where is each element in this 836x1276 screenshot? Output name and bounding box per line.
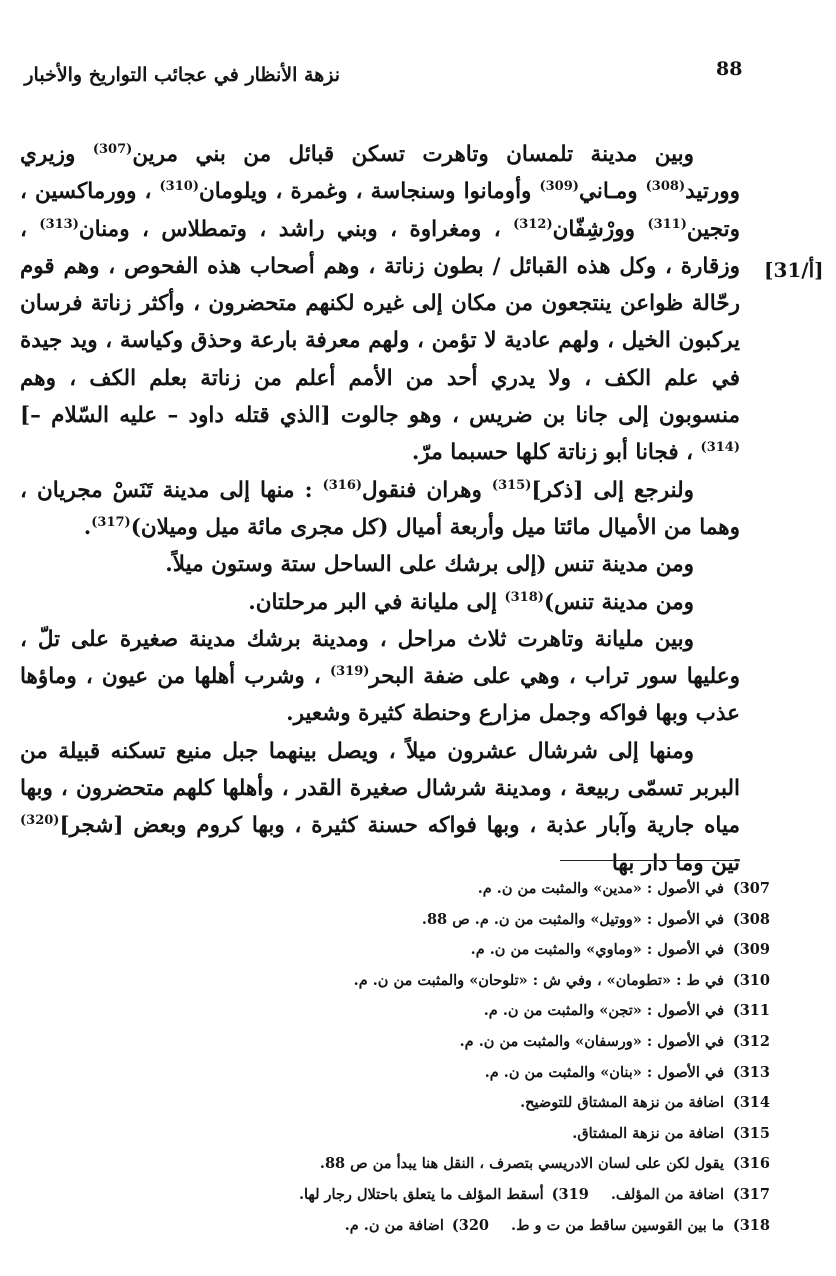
footnote-number: 308) bbox=[732, 910, 770, 928]
footnote-number: 312) bbox=[732, 1032, 770, 1050]
footnote bbox=[200, 1211, 770, 1242]
text-run: وبين مليانة وتاهرت ثلاث مراحل ، ومدينة برشك مدينة صغيرة على تلّ ، وعليها سور تراب ، وهي على ضفة البحر bbox=[20, 626, 740, 690]
footnote-text: يقول لكن على لسان الادريسي بتصرف ، النقل هنا يبدأ من ص 88. bbox=[319, 1155, 724, 1173]
text-run: ، وزقارة ، وكل هذه القبائل / بطون زناتة ، وهم أصحاب هذه الفحوص ، وهم قوم رحّالة ظواعن ينتجعون من مكان إلى غيره لكنهم متحضرون ، وأكثر زناتة فرسان يركبون الخيل ، ولهم عادية لا تؤمن ، ولهم معرفة بارعة وحذق وكياسة ، ويد جيدة في علم الكف ، ولا يدري أحد من الأمم أعلم من زناتة بعلم الكف ، وهم منسوبون إلى جانا بن ضريس ، وهو جالوت [الذي قتله داود – عليه السّلام –] bbox=[20, 216, 740, 429]
text-run: ، فجانا أبو زناتة كلها حسبما مرّ. bbox=[411, 440, 701, 466]
footnote bbox=[200, 1088, 770, 1119]
footnote bbox=[200, 996, 770, 1027]
footnote-text: في الأصول : «مدين» والمثبت من ن. م. bbox=[477, 880, 724, 897]
footnote-ref: (311) bbox=[647, 216, 687, 232]
page-header bbox=[0, 58, 836, 98]
footnote-text: في الأصول : «بنان» والمثبت من ن. م. bbox=[484, 1063, 724, 1081]
text-run: ، ومغراوة ، وبني راشد ، وتمطلاس ، ومنان bbox=[78, 216, 514, 242]
footnote-ref: (307) bbox=[92, 141, 133, 157]
text-run: ، وورماكسين ، وتجين bbox=[20, 179, 740, 242]
footnote bbox=[200, 1058, 770, 1089]
footnote bbox=[200, 1119, 770, 1150]
footnote-text: اضافة من نزهة المشتاق. bbox=[572, 1124, 724, 1142]
footnote bbox=[200, 874, 770, 905]
footnote-text: في الأصول : «تجن» والمثبت من ن. م. bbox=[483, 1002, 724, 1020]
footnote-number: 320) bbox=[451, 1216, 490, 1234]
footnote-text: اضافة من ن. م. bbox=[344, 1216, 444, 1234]
footnote-number: 311) bbox=[732, 1002, 770, 1020]
footnote-text: أسقط المؤلف ما يتعلق باحتلال رجار لها. bbox=[298, 1185, 544, 1203]
footnote-number: 315) bbox=[732, 1124, 770, 1142]
text-run: . bbox=[83, 514, 92, 540]
text-run: ومنها إلى شرشال عشرون ميلاً ، ويصل بينهما جبل منيع تسكنه قبيلة من البربر تسمّى ربيعة ، ومدينة شرشال صغيرة القدر ، وأهلها كلهم متحضرون ، وبها مياه جارية وآبار عذبة ، وبها فواكه حسنة كثيرة ، وبها كروم وبعض [شجر] bbox=[20, 738, 740, 839]
text-run: إلى مليانة في البر مرحلتان. bbox=[248, 589, 505, 615]
footnote-ref: (318) bbox=[504, 589, 544, 605]
footnote-number: 307) bbox=[732, 880, 770, 897]
footnote-text: ما بين القوسين ساقط من ت و ط. bbox=[511, 1216, 724, 1234]
footnote-number: 313) bbox=[732, 1063, 770, 1081]
footnote-ref: (319) bbox=[329, 664, 370, 679]
paragraph-5 bbox=[20, 621, 740, 733]
footnote-ref: (310) bbox=[159, 179, 199, 195]
footnote bbox=[200, 1149, 770, 1180]
text-run: وهران فنقول bbox=[362, 477, 492, 503]
footnote-number: 316) bbox=[732, 1155, 770, 1173]
footnote-number: 317) bbox=[732, 1185, 770, 1203]
footnote-number: 314) bbox=[732, 1094, 770, 1112]
footnote-ref: (308) bbox=[645, 179, 686, 195]
footnote-ref: (317) bbox=[91, 514, 131, 530]
footnote bbox=[200, 935, 770, 966]
manuscript-folio-marker: [31/أ] bbox=[764, 258, 824, 282]
paragraph-1 bbox=[20, 136, 740, 472]
footnote-ref: (315) bbox=[491, 477, 532, 493]
footnote-number: 318) bbox=[732, 1216, 770, 1234]
footnote-ref: (320) bbox=[20, 813, 60, 829]
text-run: ومـاني bbox=[578, 179, 646, 205]
text-run: وأومانوا وسنجاسة ، وغمرة ، ويلومان bbox=[198, 179, 540, 205]
text-run: وبين مدينة تلمسان وتاهرت تسكن قبائل من بني مرين bbox=[132, 142, 694, 167]
footnote-number: 310) bbox=[732, 971, 770, 989]
footnote-ref: (309) bbox=[539, 179, 579, 195]
footnote-number: 319) bbox=[551, 1185, 589, 1203]
footnote-text: في الأصول : «ووتيل» والمثبت من ن. م. ص 88. bbox=[421, 910, 724, 928]
text-run: وورْشِفّان bbox=[552, 216, 648, 242]
footnote bbox=[200, 1180, 770, 1211]
footnote bbox=[200, 966, 770, 997]
text-run: ولنرجع إلى [ذكر] bbox=[531, 477, 695, 503]
text-run: : منها إلى مدينة تَنَسْ مجريان ، وهما من الأميال مائتا ميل وأربعة أميال (كل مجرى مائة ميل وميلان) bbox=[20, 477, 740, 540]
running-title: نزهة الأنظار في عجائب التواريخ والأخبار bbox=[24, 64, 340, 86]
paragraph-2 bbox=[20, 472, 740, 547]
text-run: ، وشرب أهلها من عيون ، وماؤها عذب وبها فواكه وجمل مزارع وحنطة كثيرة وشعير. bbox=[20, 664, 740, 727]
footnote-text: في الأصول : «وماوي» والمثبت من ن. م. bbox=[470, 941, 724, 959]
footnote-text: في ط : «تطومان» ، وفي ش : «تلوحان» والمثبت من ن. م. bbox=[353, 971, 724, 989]
footnote-ref: (312) bbox=[513, 216, 553, 232]
footnote-text: اضافة من نزهة المشتاق للتوضيح. bbox=[520, 1094, 724, 1112]
footnote-text: اضافة من المؤلف. bbox=[610, 1185, 724, 1203]
text-run: تين وما دار بها bbox=[611, 850, 740, 876]
footnote-ref: (314) bbox=[700, 440, 740, 456]
paragraph-4 bbox=[20, 584, 740, 621]
main-text bbox=[20, 136, 740, 882]
footnote bbox=[200, 905, 770, 936]
text-run: ومن مدينة تنس) bbox=[543, 589, 694, 615]
footnote-text: في الأصول : «ورسفان» والمثبت من ن. م. bbox=[459, 1032, 724, 1050]
footnote-ref: (313) bbox=[39, 216, 79, 232]
page-number: 88 bbox=[716, 58, 743, 80]
footnote-separator bbox=[560, 860, 740, 861]
paragraph-3: ومن مدينة تنس (إلى برشك على الساحل ستة وستون ميلاً. bbox=[165, 552, 694, 578]
footnotes bbox=[200, 874, 770, 1241]
footnote-ref: (316) bbox=[322, 477, 363, 493]
text-run: وزيري وورتيد bbox=[20, 142, 740, 205]
footnote-number: 309) bbox=[732, 941, 770, 959]
footnote bbox=[200, 1027, 770, 1058]
